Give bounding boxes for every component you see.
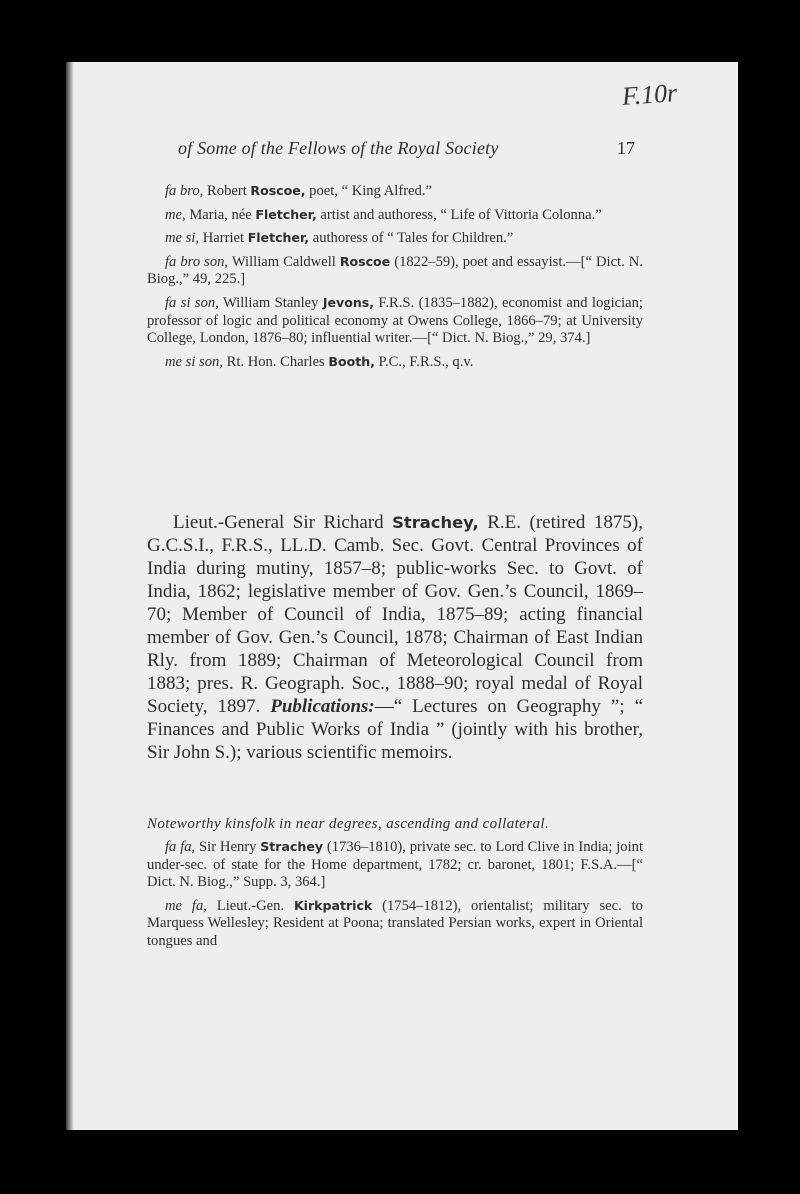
entry-pre: Maria, née bbox=[185, 206, 256, 223]
section-2-kinsfolk bbox=[147, 816, 643, 956]
person-name: Roscoe, bbox=[250, 183, 306, 198]
publications-label: Publications: bbox=[270, 696, 375, 717]
entry bbox=[147, 206, 643, 225]
entry bbox=[147, 229, 643, 248]
entry-text: authoress of “ Tales for Children.” bbox=[309, 230, 514, 247]
person-name: Fletcher, bbox=[255, 206, 317, 222]
person-name: Kirkpatrick bbox=[293, 897, 373, 913]
header-title: of Some of the Fellows of the Royal Society bbox=[178, 138, 499, 158]
relation-label: me si son, bbox=[165, 353, 223, 370]
entry bbox=[147, 353, 643, 372]
relation-label: fa bro, bbox=[165, 183, 204, 199]
entry-pre: William Stanley bbox=[218, 294, 323, 311]
person-name: Strachey bbox=[260, 839, 324, 854]
relation-label: me fa, bbox=[165, 897, 207, 914]
entry bbox=[147, 182, 643, 201]
person-name: Roscoe bbox=[339, 253, 391, 269]
entry bbox=[147, 294, 643, 348]
entry-pre: Robert bbox=[203, 183, 251, 199]
relation-label: me, bbox=[165, 206, 186, 223]
relation-label: fa fa, bbox=[165, 839, 196, 855]
section-1-kinsfolk bbox=[147, 182, 643, 376]
entry-text: R.E. (retired 1875), G.C.S.I., F.R.S., LL.D. Camb. Sec. Govt. Central Provinces of India during mutiny, 1857–8; public-works Sec. to Govt. of India, 1862; legislative member of Gov. Gen.’s Council, 1869–70; Member of Council of India, 1875–89; acting financial member of Gov. Gen.’s Council, 1878; Chairman of East Indian Rly. from 1889; Chairman of Meteorological Council from 1883; pres. R. Geograph. Soc., 1888–90; royal medal of Royal Society, 1897. bbox=[147, 512, 644, 717]
relation-label: fa bro son, bbox=[165, 253, 229, 270]
entry-text: (1736–1810), private sec. to Lord Clive in India; joint under-sec. of state for the Home department, 1782; cr. baronet, 1801; F.S.A.—[“ Dict. N. Biog.,” Supp. 3, 364.] bbox=[147, 839, 643, 891]
entry-pre: Lieut.-Gen. bbox=[206, 897, 294, 914]
publications-text: —“ Lectures on Geography ”; “ Finances and Public Works of India ” (jointly with his brother, Sir John S.); various scientific memoirs. bbox=[147, 696, 643, 763]
entry bbox=[147, 253, 643, 289]
entry-text: F.R.S. (1835–1882), economist and logician; professor of logic and political economy at Owens College, 1866–79; at University College, London, 1876–80; influential writer.—[“ Dict. N. Biog.,” 29, 374.] bbox=[147, 294, 643, 347]
person-name: Strachey, bbox=[392, 513, 479, 532]
page-edge-shadow bbox=[66, 62, 74, 1130]
kinsfolk-heading: Noteworthy kinsfolk in near degrees, ascending and collateral. bbox=[147, 816, 550, 832]
person-name: Jevons, bbox=[322, 294, 374, 310]
page-number: 17 bbox=[617, 138, 635, 158]
entry-text: artist and authoress, “ Life of Vittoria Colonna.” bbox=[316, 206, 602, 223]
entry-pre: William Caldwell bbox=[228, 253, 340, 270]
main-entry-text bbox=[147, 511, 643, 764]
relation-label: me si, bbox=[165, 230, 200, 247]
entry-pre: Rt. Hon. Charles bbox=[222, 353, 329, 370]
entry-text: poet, “ King Alfred.” bbox=[305, 183, 432, 199]
entry-text: (1822–59), poet and essayist.—[“ Dict. N. Biog.,” 49, 225.] bbox=[147, 253, 643, 288]
entry-text: (1754–1812), orientalist; military sec. to Marquess Wellesley; Resident at Poona; translated Persian works, expert in Oriental tongues and bbox=[147, 897, 643, 949]
relation-label: fa si son, bbox=[165, 294, 219, 311]
main-entry-strachey bbox=[147, 511, 643, 764]
entry bbox=[147, 838, 643, 892]
entry-pre: Lieut.-General Sir Richard bbox=[173, 512, 393, 533]
person-name: Fletcher, bbox=[247, 230, 310, 246]
entry-text: P.C., F.R.S., q.v. bbox=[374, 353, 474, 370]
entry bbox=[147, 897, 643, 951]
folio-mark: F.10r bbox=[621, 78, 679, 111]
entry-pre: Sir Henry bbox=[195, 839, 261, 855]
person-name: Booth, bbox=[328, 353, 375, 369]
entry-pre: Harriet bbox=[199, 230, 248, 247]
